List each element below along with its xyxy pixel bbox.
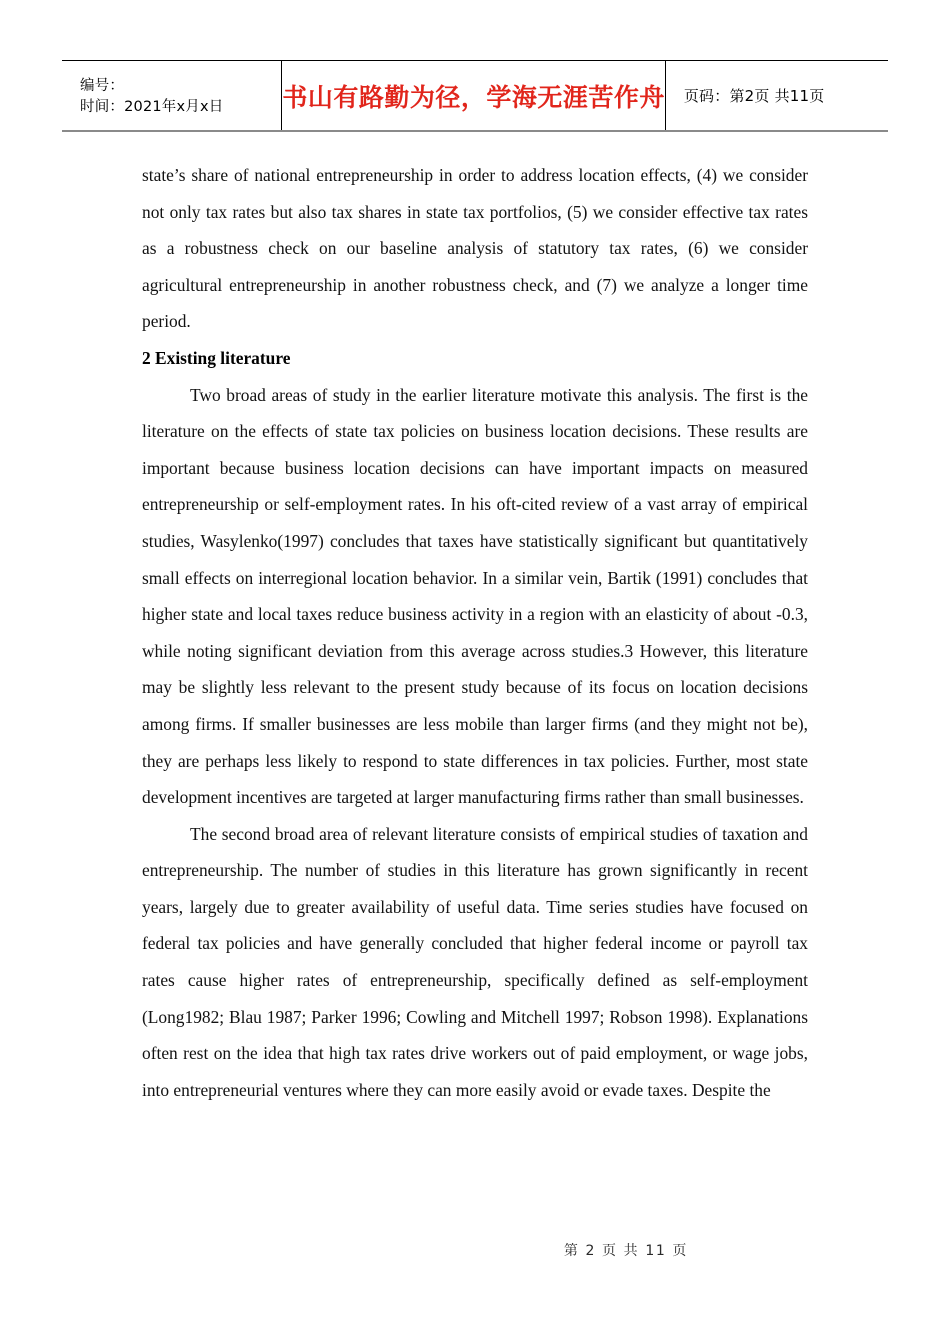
paragraph-two: The second broad area of relevant literature consists of empirical studies of taxation and entrepreneurship. The number of studies in this literature has grown significantly in recent years, largely due to greater availability of useful data. Time series studies have focused on federal tax policies and have generally concluded that higher federal income or payroll tax rates cause higher rates of entrepreneurship, specifically defined as self-employment (Long1982; Blau 1987; Parker 1996; Cowling and Mitchell 1997; Robson 1998). Explanations often rest on the idea that high tax rates drive workers out of paid employment, or wage jobs, into entrepreneurial ventures where they can more easily avoid or evade taxes. Despite the [142, 823, 808, 1100]
header-meta-cell [62, 61, 282, 130]
header-time-label: 时间：2021年x月x日 [80, 99, 224, 115]
paragraph-one: Two broad areas of study in the earlier literature motivate this analysis. The first is the literature on the effects of state tax policies on business location decisions. These results are important because business location decisions can have important impacts on measured entrepreneurship or self-employment rates. In his oft-cited review of a vast array of empirical studies, Wasylenko(1997) concludes that taxes have statistically significant but quantitatively small effects on interregional location behavior. In a similar vein, Bartik (1991) concludes that higher state and local taxes reduce business activity in a region with an elasticity of about -0.3, while noting significant deviation from this average across studies.3 However, this literature may be slightly less relevant to the present study because of its focus on location decisions among firms. If smaller businesses are less mobile than larger firms (and they might not be), they are perhaps less likely to respond to state differences in tax policies. Further, most state development incentives are targeted at larger manufacturing firms rather than small businesses. [142, 384, 808, 808]
section-heading-existing-literature: 2 Existing literature [142, 347, 291, 368]
header-page-info: 页码：第2页 共11页 [683, 87, 825, 105]
paragraph-continued: state’s share of national entrepreneurship in order to address location effects, (4) we consider not only tax rates but also tax shares in state tax portfolios, (5) we consider effective tax rates as a robustness check on our baseline analysis of statutory tax rates, (6) we consider agricultural entrepreneurship in another robustness check, and (7) we analyze a longer time period. [142, 165, 808, 332]
header-slogan: 书山有路勤为径，学海无涯苦作舟 [282, 82, 665, 112]
footer-page-number: 第 2 页 共 11 页 [563, 1243, 688, 1259]
header-pagecount-cell [666, 61, 888, 130]
page-header-table [62, 60, 888, 132]
header-slogan-cell [282, 61, 666, 130]
header-code-label: 编号： [80, 78, 125, 94]
document-body [142, 157, 808, 1108]
page-footer [142, 1240, 808, 1260]
